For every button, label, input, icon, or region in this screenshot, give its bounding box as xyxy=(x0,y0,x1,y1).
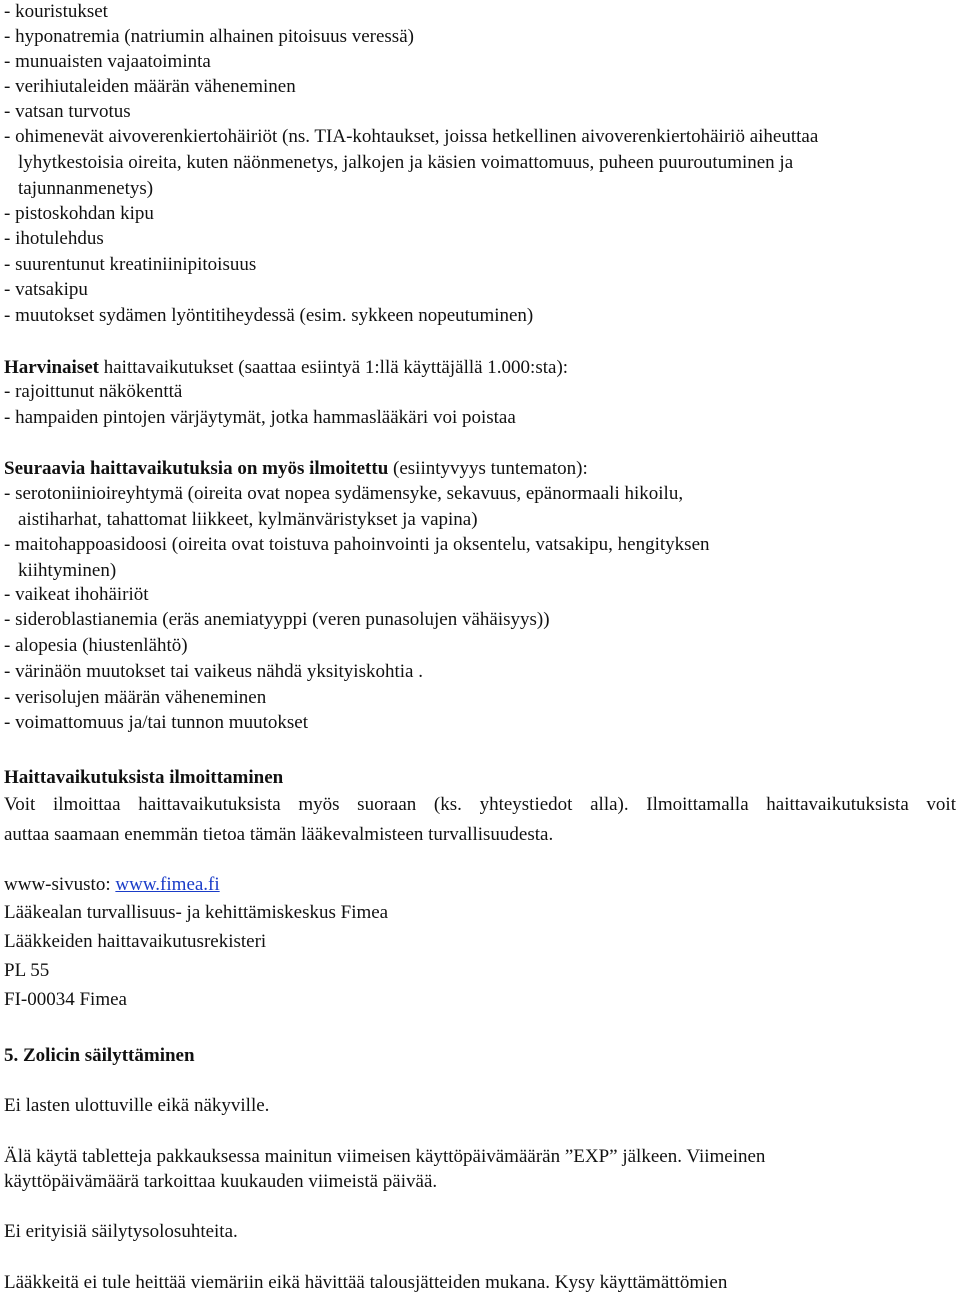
list-item: - maitohappoasidoosi (oireita ovat toistuva pahoinvointi ja oksentelu, vatsakipu, hengityksen xyxy=(4,534,710,555)
website-label: www-sivusto: xyxy=(4,874,116,895)
list-item: - verihiutaleiden määrän väheneminen xyxy=(4,76,296,97)
storage-text: Ei erityisiä säilytysolosuhteita. xyxy=(4,1221,238,1242)
list-item: - vatsakipu xyxy=(4,279,88,300)
website-line xyxy=(4,875,220,894)
address-line: Lääkkeiden haittavaikutusrekisteri xyxy=(4,931,267,952)
address-line: Lääkealan turvallisuus- ja kehittämiskeskus Fimea xyxy=(4,902,389,923)
address-line: PL 55 xyxy=(4,960,50,981)
storage-heading: 5. Zolicin säilyttäminen xyxy=(4,1045,195,1066)
list-item: - vaikeat ihohäiriöt xyxy=(4,584,149,605)
list-item: - munuaisten vajaatoiminta xyxy=(4,51,211,72)
list-item: - pistoskohdan kipu xyxy=(4,203,154,224)
storage-text: Älä käytä tabletteja pakkauksessa mainitun viimeisen käyttöpäivämäärän ”EXP” jälkeen. Viimeinen xyxy=(4,1146,766,1167)
rare-heading-bold: Harvinaiset xyxy=(4,357,99,378)
unknown-heading-rest: (esiintyvyys tuntematon): xyxy=(388,458,588,479)
fimea-link[interactable]: www.fimea.fi xyxy=(115,874,220,895)
list-item: - hampaiden pintojen värjäytymät, jotka hammaslääkäri voi poistaa xyxy=(4,407,516,428)
list-item: - kouristukset xyxy=(4,1,108,22)
storage-text: Lääkkeitä ei tule heittää viemäriin eikä hävittää talousjätteiden mukana. Kysy käyttämättömien xyxy=(4,1272,728,1293)
list-item: - alopesia (hiustenlähtö) xyxy=(4,635,188,656)
reporting-heading: Haittavaikutuksista ilmoittaminen xyxy=(4,767,284,788)
list-item: - ohimenevät aivoverenkiertohäiriöt (ns. TIA-kohtaukset, joissa hetkellinen aivoverenkiertohäiriö aiheuttaa xyxy=(4,126,819,147)
address-line: FI-00034 Fimea xyxy=(4,989,127,1010)
list-item: - rajoittunut näkökenttä xyxy=(4,381,183,402)
list-item: - serotoniinioireyhtymä (oireita ovat nopea sydämensyke, sekavuus, epänormaali hikoilu, xyxy=(4,483,684,504)
list-item: - ihotulehdus xyxy=(4,228,104,249)
list-item-continuation: lyhytkestoisia oireita, kuten näönmenetys, jalkojen ja käsien voimattomuus, puheen puuroutuminen ja xyxy=(18,152,794,173)
list-item: - hyponatremia (natriumin alhainen pitoisuus veressä) xyxy=(4,26,414,47)
unknown-heading-bold: Seuraavia haittavaikutuksia on myös ilmoitettu xyxy=(4,458,389,479)
list-item: - verisolujen määrän väheneminen xyxy=(4,687,267,708)
list-item: - muutokset sydämen lyöntitiheydessä (esim. sykkeen nopeutuminen) xyxy=(4,305,534,326)
storage-text: Ei lasten ulottuville eikä näkyville. xyxy=(4,1095,270,1116)
storage-text: käyttöpäivämäärä tarkoittaa kuukauden viimeistä päivää. xyxy=(4,1171,438,1192)
reporting-paragraph-line: auttaa saamaan enemmän tietoa tämän lääkevalmisteen turvallisuudesta. xyxy=(4,824,554,845)
list-item-continuation: tajunnanmenetys) xyxy=(18,178,154,199)
list-item: - vatsan turvotus xyxy=(4,101,131,122)
list-item: - sideroblastianemia (eräs anemiatyyppi (veren punasolujen vähäisyys)) xyxy=(4,609,550,630)
list-item: - voimattomuus ja/tai tunnon muutokset xyxy=(4,712,308,733)
unknown-heading xyxy=(4,459,588,478)
reporting-paragraph-line: Voit ilmoittaa haittavaikutuksista myös suoraan (ks. yhteystiedot alla). Ilmoittamalla haittavaikutuksista voit xyxy=(4,794,956,815)
list-item-continuation: kiihtyminen) xyxy=(18,560,117,581)
list-item: - suurentunut kreatiniinipitoisuus xyxy=(4,254,257,275)
rare-heading-rest: haittavaikutukset (saattaa esiintyä 1:llä käyttäjällä 1.000:sta): xyxy=(99,357,569,378)
list-item: - värinäön muutokset tai vaikeus nähdä yksityiskohtia . xyxy=(4,661,423,682)
rare-heading xyxy=(4,358,568,377)
list-item-continuation: aistiharhat, tahattomat liikkeet, kylmänväristykset ja vapina) xyxy=(18,509,478,530)
